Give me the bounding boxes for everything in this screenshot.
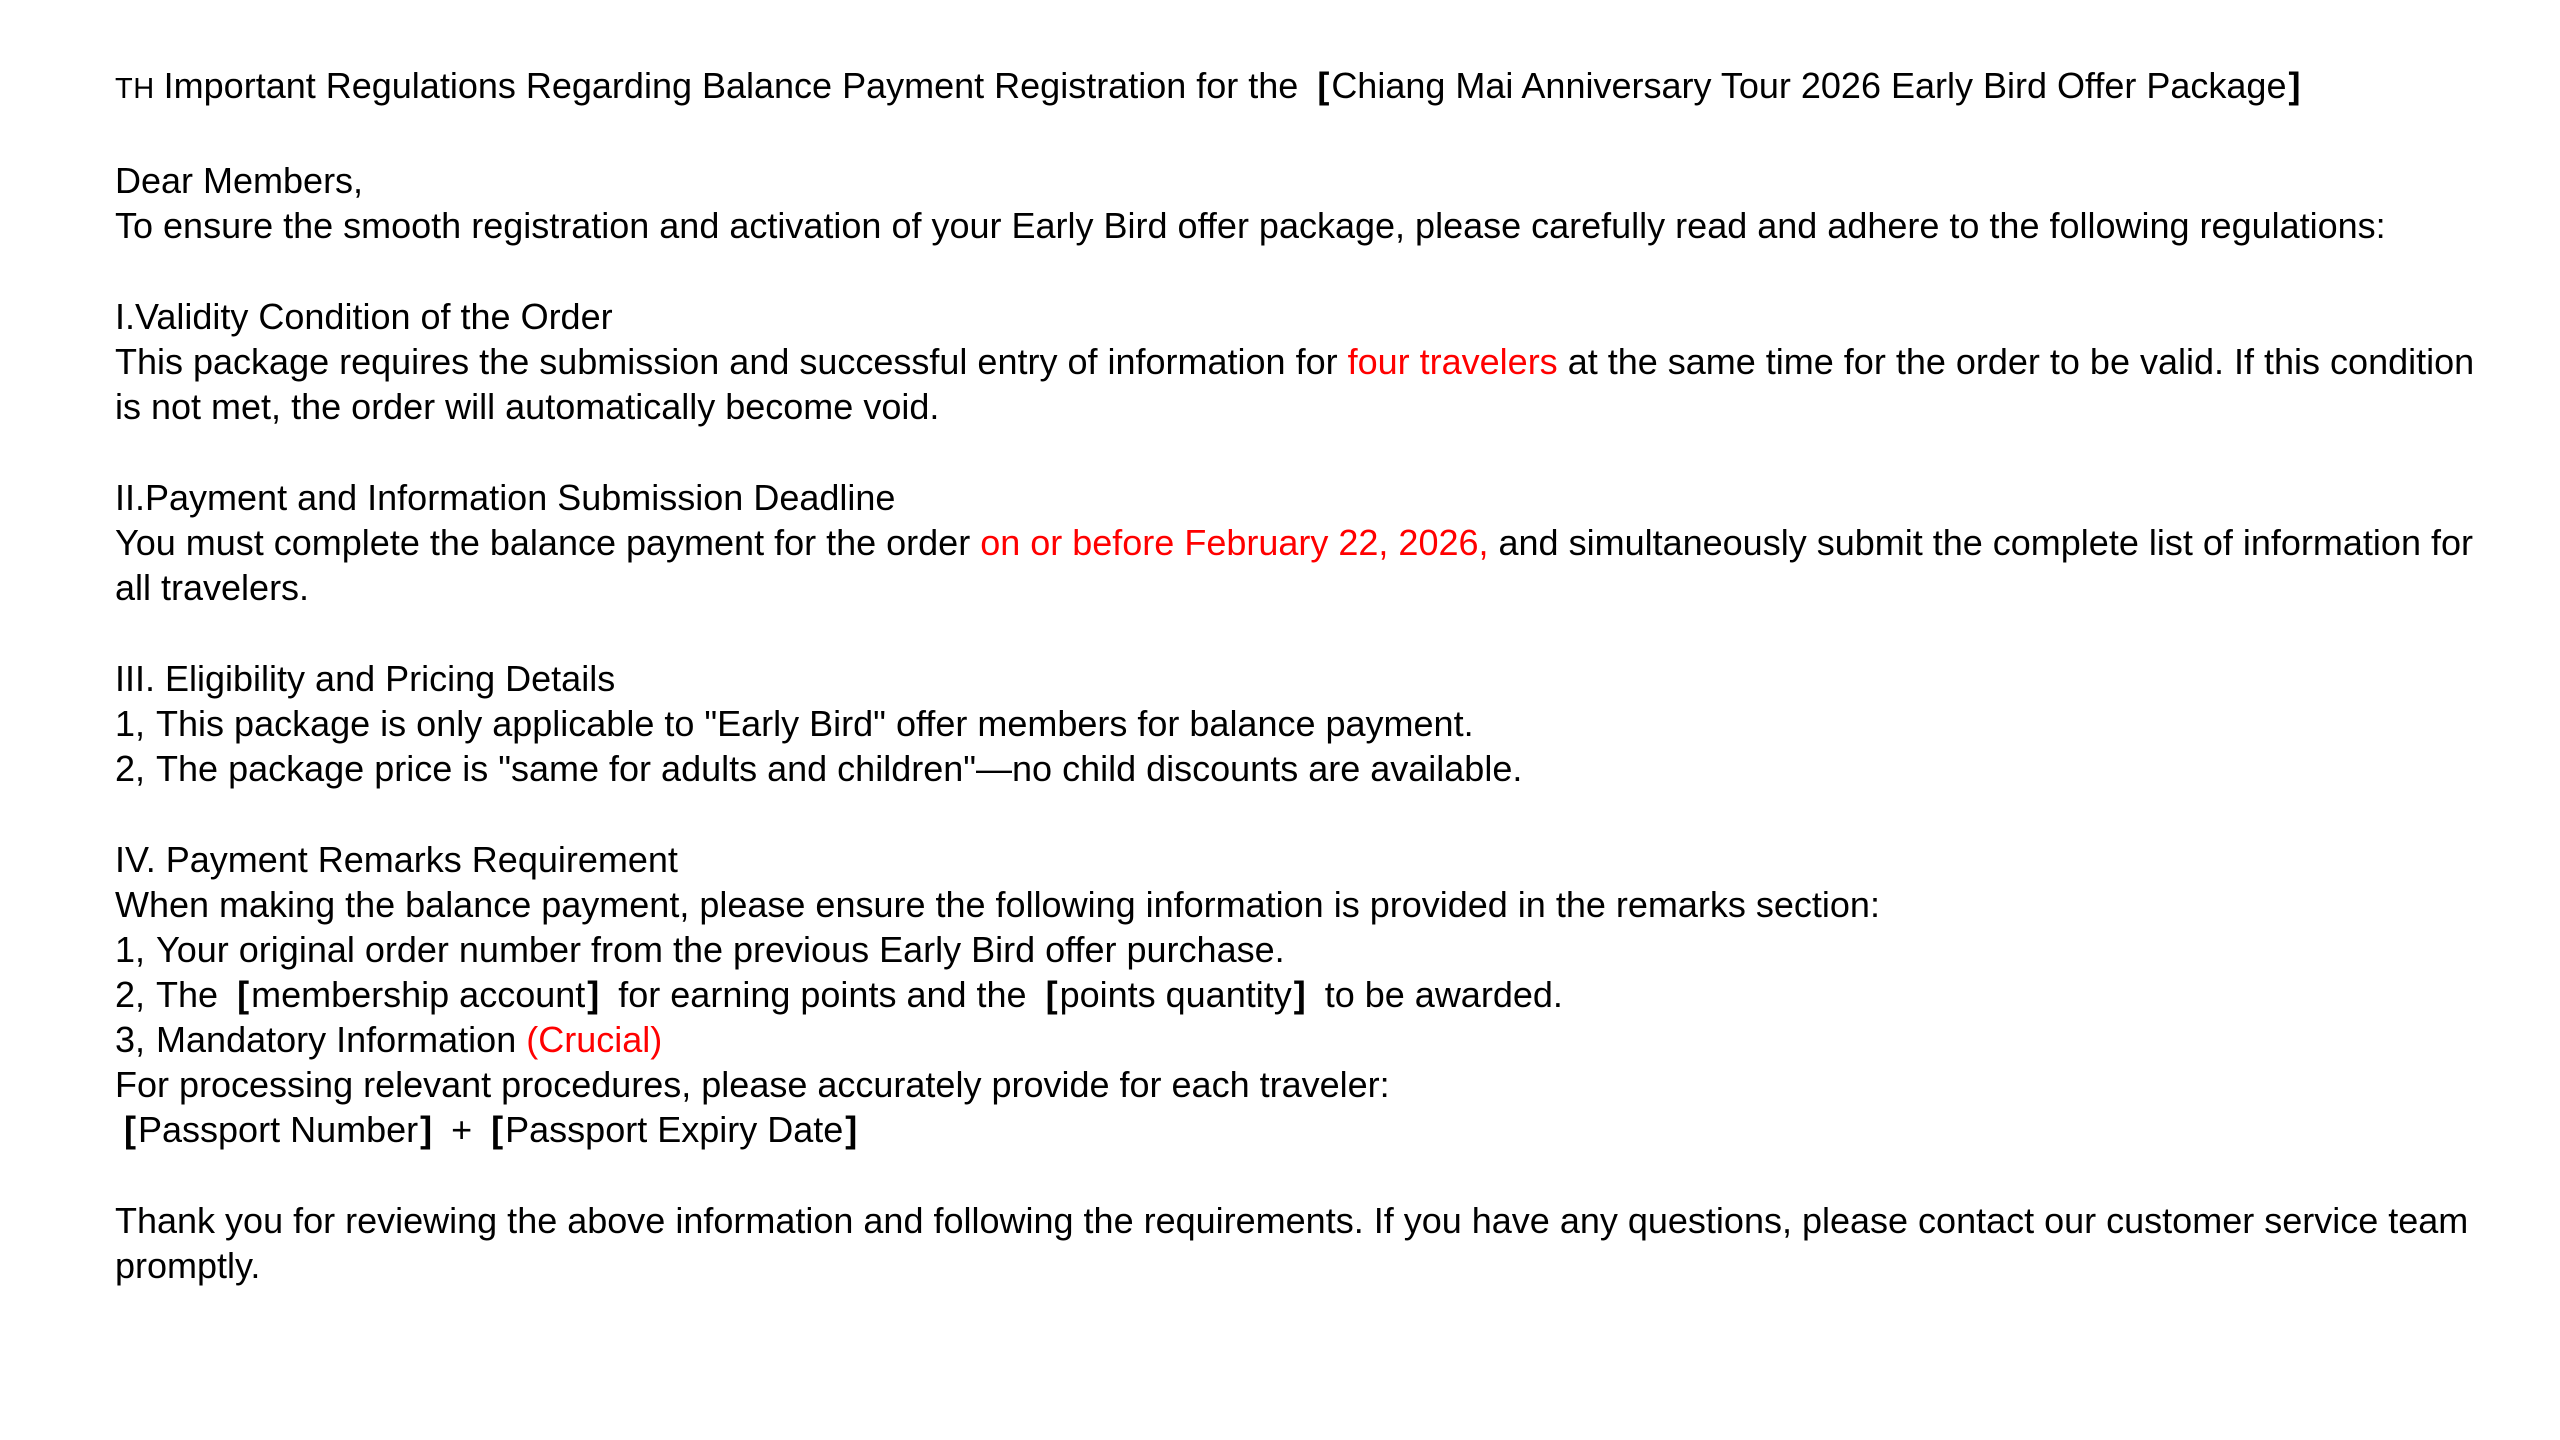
document — [115, 63, 2505, 1288]
text-run: III. Eligibility and Pricing Details — [115, 658, 616, 699]
section-heading — [115, 656, 2505, 701]
section-body — [115, 1062, 2505, 1107]
text-run: [Passport Number] + [Passport Expiry Date] — [124, 1109, 858, 1150]
paragraph-closing — [115, 1198, 2505, 1288]
closing-text — [115, 1198, 2505, 1288]
list-item-2 — [115, 972, 2505, 1017]
text-run: Dear Members, — [115, 160, 364, 201]
section-heading — [115, 294, 2505, 339]
section-validity — [115, 294, 2505, 429]
text-run: You must complete the balance payment for the order — [115, 522, 981, 563]
highlight-crucial: (Crucial) — [526, 1019, 663, 1060]
list-item-2 — [115, 746, 2505, 791]
section-body — [115, 520, 2505, 610]
highlight-deadline-date: on or before February 22, 2026, — [980, 522, 1489, 563]
text-run: and simultaneously submit the complete list of information for all travelers. — [115, 522, 2473, 608]
section-deadline — [115, 475, 2505, 610]
section-heading — [115, 475, 2505, 520]
list-item-3 — [115, 1017, 2505, 1062]
section-eligibility — [115, 656, 2505, 791]
list-item-1 — [115, 927, 2505, 972]
text-run: 2, The [membership account] for earning points and the [points quantity] to be awarded. — [115, 974, 1563, 1015]
section-body — [115, 339, 2505, 429]
section-body — [115, 882, 2505, 927]
text-run: IV. Payment Remarks Requirement — [115, 839, 678, 880]
text-run: For processing relevant procedures, please accurately provide for each traveler: — [115, 1064, 1390, 1105]
passport-requirements — [115, 1107, 2505, 1152]
title-text: Important Regulations Regarding Balance Payment Registration for the [Chiang Mai Anniversary Tour 2026 Early Bird Offer Package] — [163, 65, 2301, 106]
text-run: II.Payment and Information Submission Deadline — [115, 477, 896, 518]
text-run: When making the balance payment, please ensure the following information is provided in the remarks section: — [115, 884, 1880, 925]
text-run: 3, Mandatory Information — [115, 1019, 527, 1060]
text-run: 1, This package is only applicable to "Early Bird" offer members for balance payment. — [115, 703, 1474, 744]
paragraph-greeting — [115, 158, 2505, 248]
line-salutation — [115, 158, 2505, 203]
document-title — [115, 63, 2505, 112]
text-run: To ensure the smooth registration and activation of your Early Bird offer package, please carefully read and adhere to the following regulations: — [115, 205, 2386, 246]
highlight-four-travelers: four travelers — [1347, 341, 1558, 382]
title-prefix: TH — [115, 73, 155, 105]
text-run: 2, The package price is "same for adults and children"—no child discounts are available. — [115, 748, 1523, 789]
section-heading — [115, 837, 2505, 882]
section-payment-remarks — [115, 837, 2505, 1152]
list-item-1 — [115, 701, 2505, 746]
line-intro — [115, 203, 2505, 248]
text-run: Thank you for reviewing the above information and following the requirements. If you have any questions, please contact our customer service team promptly. — [115, 1200, 2469, 1286]
text-run: I.Validity Condition of the Order — [115, 296, 613, 337]
text-run: 1, Your original order number from the previous Early Bird offer purchase. — [115, 929, 1285, 970]
text-run: at the same time for the order to be valid. If this condition is not met, the order will automatically become void. — [115, 341, 2475, 427]
text-run: This package requires the submission and successful entry of information for — [115, 341, 1348, 382]
